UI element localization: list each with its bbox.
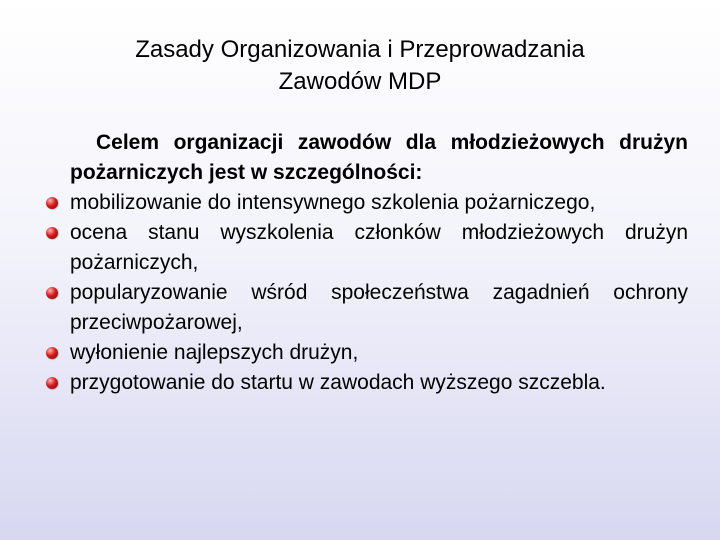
- list-item-text: wyłonienie najlepszych drużyn,: [70, 341, 359, 364]
- list-item-text: mobilizowanie do intensywnego szkolenia pożarniczego,: [70, 191, 596, 214]
- list-item: [40, 368, 688, 398]
- red-sphere-icon: [46, 347, 58, 359]
- list-item-text: popularyzowanie wśród społeczeństwa zagadnień ochrony przeciwpożarowej,: [70, 281, 688, 334]
- red-sphere-icon: [46, 197, 58, 209]
- bullet-list: [40, 188, 688, 398]
- list-item: [40, 338, 688, 368]
- slide-title-line-1: Zasady Organizowania i Przeprowadzania: [135, 36, 585, 63]
- red-sphere-icon: [46, 377, 58, 389]
- slide-body: [40, 128, 688, 398]
- list-item: [40, 188, 688, 218]
- list-item: [40, 278, 688, 338]
- slide-title: [0, 34, 720, 98]
- list-item-text: przygotowanie do startu w zawodach wyższego szczebla.: [70, 371, 606, 394]
- slide-title-line-2: Zawodów MDP: [278, 68, 442, 95]
- list-item-text: ocena stanu wyszkolenia członków młodzieżowych drużyn pożarniczych,: [70, 221, 688, 274]
- intro-paragraph: Celem organizacji zawodów dla młodzieżowych drużyn pożarniczych jest w szczególności:: [70, 131, 688, 184]
- red-sphere-icon: [46, 227, 58, 239]
- red-sphere-icon: [46, 287, 58, 299]
- list-item: [40, 218, 688, 278]
